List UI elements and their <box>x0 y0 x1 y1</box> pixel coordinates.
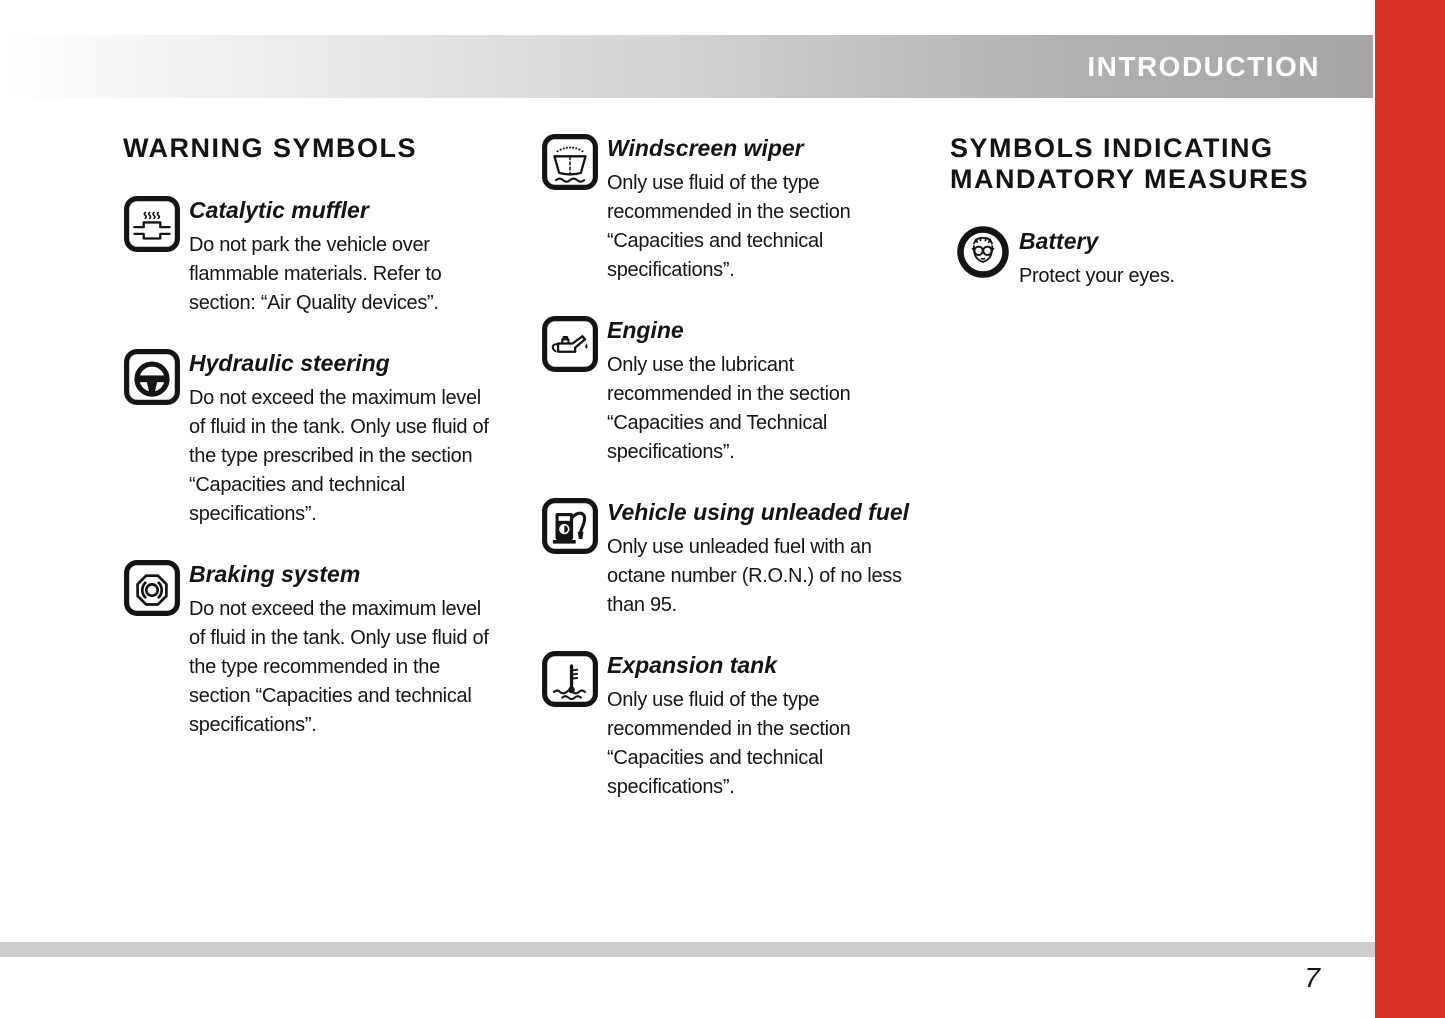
windscreen-wiper-icon <box>541 133 599 191</box>
steering-wheel-icon <box>123 348 181 406</box>
symbol-body: Only use fluid of the type recommended in the section “Capacities and technical specifications”. <box>607 172 851 281</box>
symbol-item-unleaded-fuel <box>541 497 916 620</box>
symbol-title: Battery <box>1019 228 1099 254</box>
expansion-tank-icon <box>541 650 599 708</box>
fuel-pump-icon <box>541 497 599 555</box>
symbol-title: Engine <box>607 317 684 343</box>
symbol-item-battery <box>950 226 1342 291</box>
fluid-symbols-section <box>541 133 916 832</box>
symbol-text <box>1019 226 1342 291</box>
symbol-body: Do not exceed the maximum level of fluid in the tank. Only use fluid of the type recommended in the section “Capacities and technical specifications”. <box>189 598 489 736</box>
symbol-text <box>607 650 916 802</box>
symbol-title: Catalytic muffler <box>189 197 369 223</box>
eye-protection-icon <box>957 226 1009 278</box>
symbol-item-engine <box>541 315 916 467</box>
symbol-body: Do not park the vehicle over flammable materials. Refer to section: “Air Quality devices”. <box>189 234 442 314</box>
catalytic-muffler-icon <box>123 195 181 253</box>
symbol-title: Vehicle using unleaded fuel <box>607 499 910 525</box>
header-bar <box>0 35 1373 98</box>
symbol-title: Hydraulic steering <box>189 350 390 376</box>
section-heading-mandatory: SYMBOLS INDICATING MANDATORY MEASURES <box>950 133 1310 194</box>
symbol-title: Windscreen wiper <box>607 135 804 161</box>
symbol-body: Protect your eyes. <box>1019 265 1175 287</box>
symbol-item-windscreen-wiper <box>541 133 916 285</box>
symbol-title: Braking system <box>189 561 361 587</box>
symbol-item-hydraulic-steering <box>123 348 498 529</box>
symbol-body: Only use fluid of the type recommended in the section “Capacities and technical specifications”. <box>607 689 851 798</box>
symbol-item-braking-system <box>123 559 498 740</box>
footer-bar <box>0 942 1375 957</box>
warning-symbols-section <box>123 133 498 770</box>
brake-disc-icon <box>123 559 181 617</box>
red-stripe <box>1375 0 1445 1018</box>
symbol-text <box>189 195 498 318</box>
section-heading-warning: WARNING SYMBOLS <box>123 133 418 163</box>
page-title: INTRODUCTION <box>1087 50 1320 82</box>
symbol-item-expansion-tank <box>541 650 916 802</box>
oil-can-icon <box>541 315 599 373</box>
symbol-body: Only use the lubricant recommended in the section “Capacities and Technical specifications”. <box>607 354 851 463</box>
mandatory-symbols-section <box>950 133 1342 321</box>
symbol-text <box>607 497 916 620</box>
symbol-item-catalytic-muffler <box>123 195 498 318</box>
symbol-body: Only use unleaded fuel with an octane number (R.O.N.) of no less than 95. <box>607 536 902 616</box>
symbol-body: Do not exceed the maximum level of fluid in the tank. Only use fluid of the type prescribed in the section “Capacities and technical specifications”. <box>189 387 489 525</box>
symbol-text <box>189 559 498 740</box>
symbol-text <box>607 133 916 285</box>
symbol-text <box>189 348 498 529</box>
page-number: 7 <box>1304 962 1320 993</box>
symbol-text <box>607 315 916 467</box>
symbol-title: Expansion tank <box>607 652 777 678</box>
